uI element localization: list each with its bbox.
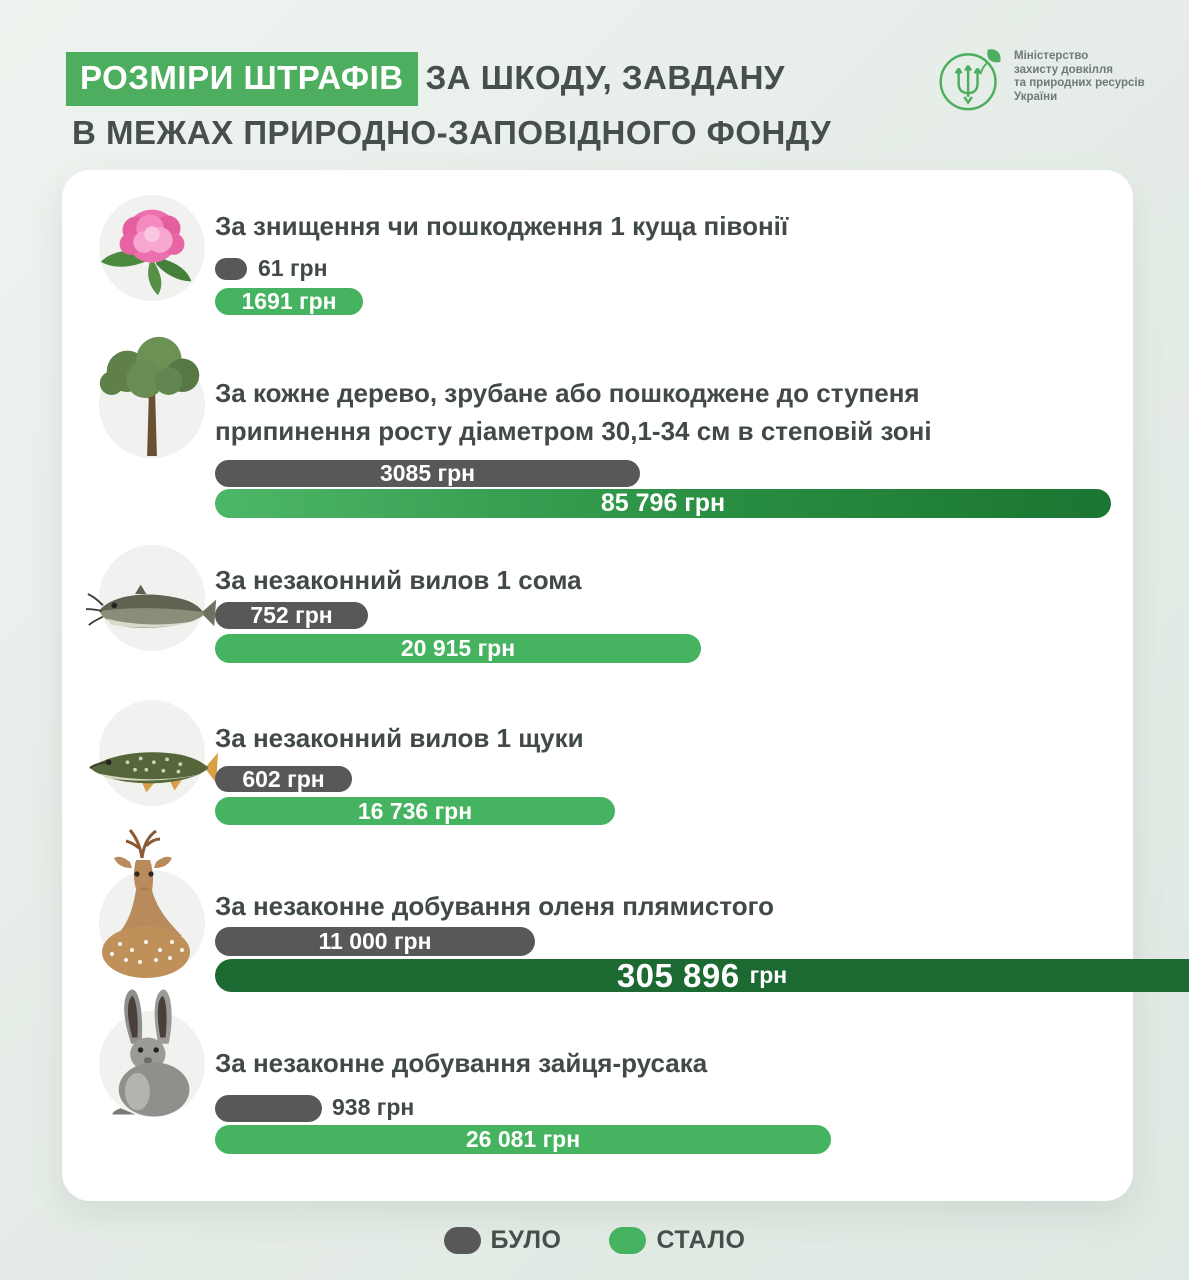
became-bar (215, 634, 701, 663)
ministry-name (1014, 50, 1145, 104)
became-bar (215, 797, 615, 825)
tree-icon (96, 330, 208, 458)
was-bar (215, 1095, 322, 1122)
became-bar (215, 288, 363, 315)
item-label: За незаконний вилов 1 сома (215, 565, 582, 595)
legend-item-became (609, 1226, 745, 1255)
was-bar (215, 460, 640, 487)
was-value: 938 грн (332, 1094, 415, 1120)
became-value: 16 736 грн (357, 797, 473, 824)
catfish-thumbnail (99, 545, 205, 651)
peony-flower-icon (93, 189, 211, 301)
was-value: 752 грн (250, 602, 333, 628)
was-bar (215, 766, 352, 792)
trident-icon (956, 66, 981, 103)
became-value: 85 796 грн (600, 489, 726, 517)
catfish-icon (86, 571, 218, 651)
was-value: 61 грн (258, 255, 328, 281)
legend-item-was (444, 1226, 562, 1255)
ministry-logo (936, 42, 1145, 114)
deer-icon (102, 826, 202, 976)
deer-thumbnail (99, 870, 205, 976)
item-label: За незаконне добування оленя плямистого (215, 891, 774, 921)
page-title (66, 52, 831, 152)
became-bar (215, 489, 1111, 518)
was-bar (215, 602, 368, 629)
became-bar (215, 956, 1189, 994)
became-bar (215, 1125, 831, 1154)
was-label: БУЛО (490, 1226, 562, 1254)
was-value: 11 000 грн (318, 928, 432, 954)
title-line-1 (66, 52, 831, 106)
became-value: 20 915 грн (400, 635, 516, 661)
ministry-line: та природних ресурсів (1014, 77, 1145, 89)
was-bar (215, 927, 535, 956)
fines-card (62, 170, 1133, 1201)
leaf-icon (987, 49, 1000, 62)
became-label: СТАЛО (656, 1226, 746, 1254)
pike-thumbnail (99, 700, 205, 806)
item-label: За знищення чи пошкодження 1 куща півонії (215, 211, 789, 241)
became-swatch (609, 1227, 646, 1254)
title-rest: ЗА ШКОДУ, ЗАВДАНУ (425, 59, 785, 96)
was-swatch (444, 1227, 481, 1254)
peony-thumbnail (99, 195, 205, 301)
became-value: 26 081 грн (465, 1126, 581, 1152)
ministry-line: захисту довкілля (1014, 63, 1113, 76)
item-label: За незаконне добування зайця-русака (215, 1048, 708, 1078)
became-unit: грн (749, 962, 788, 988)
item-label: За кожне дерево, зрубане або пошкоджене до ступеня припинення росту діаметром 30,1-34 см в степовій зоні (215, 378, 932, 446)
hare-icon (100, 985, 204, 1117)
ministry-line: України (1014, 90, 1058, 103)
tree-thumbnail (99, 352, 205, 458)
became-value: 1691 грн (241, 288, 337, 314)
became-value: 305 896 (616, 956, 740, 994)
ministry-emblem-icon (936, 42, 1004, 114)
title-highlight: РОЗМІРИ ШТРАФІВ (66, 52, 418, 106)
legend (0, 1226, 1189, 1255)
was-bar (215, 258, 247, 280)
item-label: За незаконний вилов 1 щуки (215, 723, 584, 753)
hare-thumbnail (99, 1011, 205, 1117)
was-value: 602 грн (242, 765, 325, 792)
pike-icon (86, 726, 218, 806)
was-value: 3085 грн (379, 460, 476, 486)
ministry-line: Міністерство (1014, 50, 1089, 62)
title-line-2: В МЕЖАХ ПРИРОДНО-ЗАПОВІДНОГО ФОНДУ (72, 114, 832, 151)
